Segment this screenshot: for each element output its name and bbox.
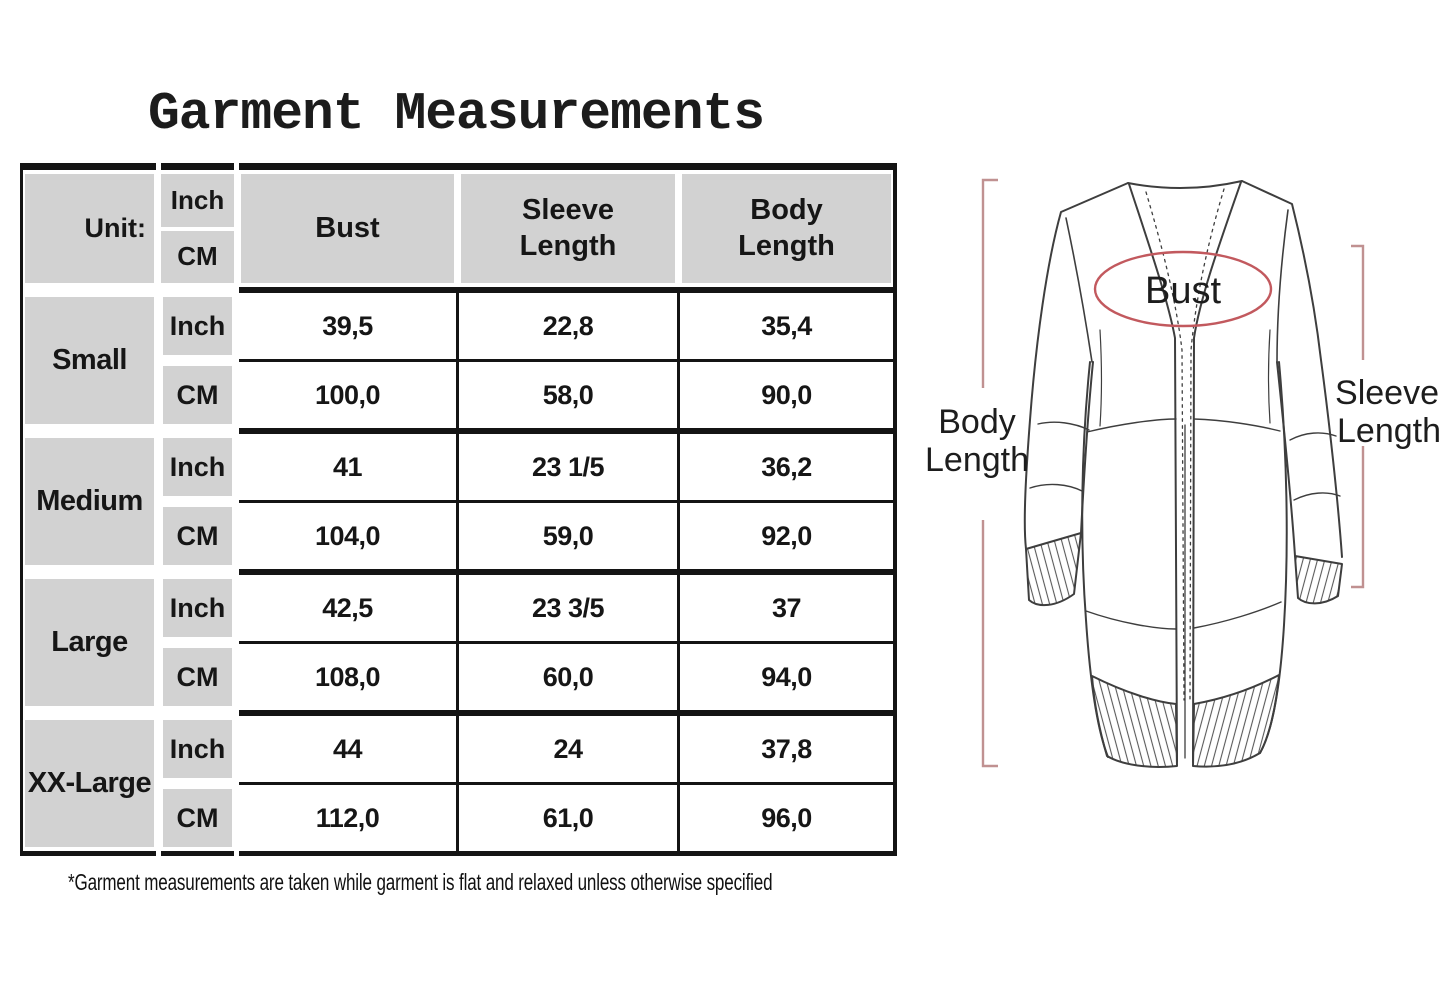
value-cell: 36,2 [680, 434, 893, 500]
value-cell: 108,0 [239, 644, 456, 710]
size-chart-table [20, 163, 897, 856]
unit-cell-inch: Inch [163, 720, 232, 778]
value-cell: 112,0 [239, 785, 456, 851]
unit-cell-inch: Inch [163, 297, 232, 355]
value-cell: 100,0 [239, 362, 456, 428]
svg-text:Length: Length [1337, 412, 1441, 450]
value-cell: 39,5 [239, 293, 456, 359]
value-cell: 58,0 [459, 362, 677, 428]
value-cell: 94,0 [680, 644, 893, 710]
size-label-medium: Medium [25, 438, 154, 565]
table-border-top [23, 163, 156, 170]
column-header-body-length: Body Length [682, 174, 891, 283]
table-border-top [239, 163, 893, 170]
column-header-sleeve-length: Sleeve Length [461, 174, 675, 283]
column-header-bust: Bust [241, 174, 454, 283]
cardigan-drawing [1025, 181, 1342, 767]
unit-inch-label: Inch [161, 174, 234, 227]
unit-cell-inch: Inch [163, 438, 232, 496]
footnote: *Garment measurements are taken while garment is flat and relaxed unless otherwise specified [68, 869, 773, 895]
unit-cell-cm: CM [163, 789, 232, 847]
table-border-bottom [239, 851, 893, 856]
svg-text:Body: Body [938, 403, 1016, 441]
svg-text:Length: Length [925, 441, 1029, 479]
value-cell: 23 1/5 [459, 434, 677, 500]
unit-cell-cm: CM [163, 366, 232, 424]
unit-inch-cm-header [161, 174, 234, 283]
unit-cm-label: CM [161, 231, 234, 284]
value-cell: 22,8 [459, 293, 677, 359]
value-cell: 24 [459, 716, 677, 782]
unit-cell-cm: CM [163, 507, 232, 565]
unit-cell-inch: Inch [163, 579, 232, 637]
svg-text:Sleeve: Sleeve [1335, 374, 1439, 412]
table-border-bottom [161, 851, 234, 856]
garment-diagram [920, 140, 1445, 870]
unit-cell-cm: CM [163, 648, 232, 706]
value-cell: 35,4 [680, 293, 893, 359]
body-length-label [925, 403, 1029, 479]
value-cell: 37 [680, 575, 893, 641]
size-label-large: Large [25, 579, 154, 706]
table-border-top [161, 163, 234, 170]
bust-label: Bust [1144, 270, 1222, 312]
value-cell: 37,8 [680, 716, 893, 782]
value-cell: 59,0 [459, 503, 677, 569]
table-border-bottom [23, 851, 156, 856]
value-cell: 90,0 [680, 362, 893, 428]
value-cell: 60,0 [459, 644, 677, 710]
value-cell: 41 [239, 434, 456, 500]
size-label-xx-large: XX-Large [25, 720, 154, 847]
page-title: Garment Measurements [148, 84, 765, 144]
size-label-small: Small [25, 297, 154, 424]
value-cell: 104,0 [239, 503, 456, 569]
value-cell: 61,0 [459, 785, 677, 851]
value-cell: 42,5 [239, 575, 456, 641]
value-cell: 44 [239, 716, 456, 782]
unit-header-cell: Unit: [25, 174, 154, 283]
sleeve-length-label [1335, 374, 1441, 450]
value-cell: 96,0 [680, 785, 893, 851]
value-cell: 92,0 [680, 503, 893, 569]
value-cell: 23 3/5 [459, 575, 677, 641]
